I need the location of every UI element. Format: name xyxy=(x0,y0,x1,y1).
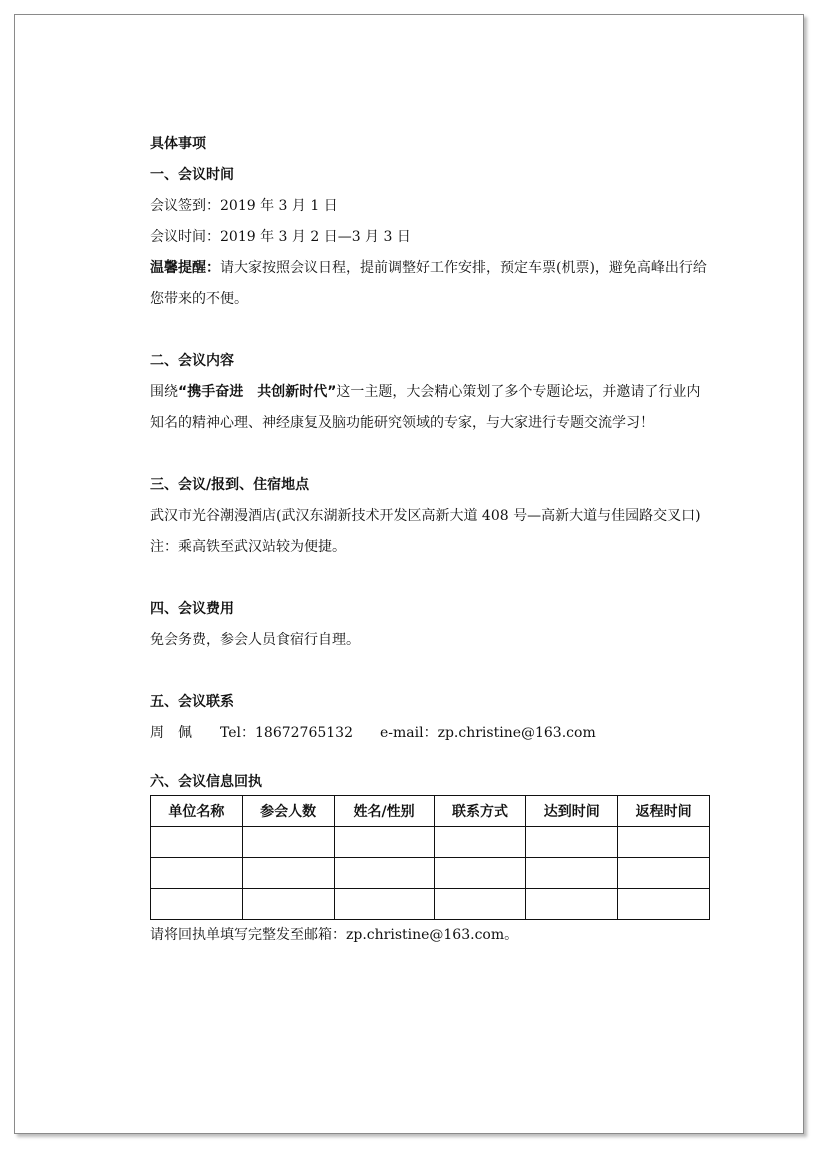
document-page xyxy=(14,14,804,1134)
table-cell[interactable] xyxy=(526,858,618,889)
table-row xyxy=(151,858,710,889)
column-header-attendees: 参会人数 xyxy=(242,796,334,827)
document-content xyxy=(150,129,710,951)
venue-address: 武汉市光谷潮漫酒店(武汉东湖新技术开发区高新大道 408 号—高新大道与佳园路交叉口) xyxy=(150,508,701,524)
table-cell[interactable] xyxy=(618,889,710,920)
table-row xyxy=(151,827,710,858)
reminder-text: 请大家按照会议日程，提前调整好工作安排，预定车票(机票)，避免高峰出行给您带来的不便。 xyxy=(150,260,707,307)
contact-phone: Tel：18672765132 xyxy=(220,725,353,741)
table-row xyxy=(151,889,710,920)
column-header-unit: 单位名称 xyxy=(151,796,243,827)
receipt-footer-note: 请将回执单填写完整发至邮箱：zp.christine@163.com。 xyxy=(150,927,519,943)
section-time-heading: 一、会议时间 xyxy=(150,167,234,183)
column-header-arrival: 达到时间 xyxy=(526,796,618,827)
table-cell[interactable] xyxy=(151,827,243,858)
venue-note: 注：乘高铁至武汉站较为便捷。 xyxy=(150,539,346,555)
reminder-label: 温馨提醒： xyxy=(150,260,220,276)
document-title: 具体事项 xyxy=(150,136,206,152)
content-prefix: 围绕 xyxy=(150,384,178,400)
table-cell[interactable] xyxy=(242,889,334,920)
receipt-table xyxy=(150,795,710,920)
content-paragraph xyxy=(150,377,710,439)
column-header-contact: 联系方式 xyxy=(434,796,526,827)
table-cell[interactable] xyxy=(334,889,434,920)
column-header-return: 返程时间 xyxy=(618,796,710,827)
table-cell[interactable] xyxy=(151,889,243,920)
section-venue-heading: 三、会议/报到、住宿地点 xyxy=(150,477,310,493)
meeting-dates: 会议时间：2019 年 3 月 2 日—3 月 3 日 xyxy=(150,229,411,245)
section-content-heading: 二、会议内容 xyxy=(150,353,234,369)
contact-line xyxy=(150,718,710,749)
table-cell[interactable] xyxy=(434,889,526,920)
table-cell[interactable] xyxy=(434,858,526,889)
fee-text: 免会务费，参会人员食宿行自理。 xyxy=(150,632,360,648)
reminder-paragraph xyxy=(150,253,710,315)
signin-date: 会议签到：2019 年 3 月 1 日 xyxy=(150,198,338,214)
table-cell[interactable] xyxy=(242,827,334,858)
conference-theme: “携手奋进 共创新时代” xyxy=(178,384,337,400)
table-cell[interactable] xyxy=(334,858,434,889)
table-cell[interactable] xyxy=(526,889,618,920)
table-cell[interactable] xyxy=(334,827,434,858)
table-cell[interactable] xyxy=(618,827,710,858)
contact-email: e-mail：zp.christine@163.com xyxy=(380,725,596,741)
contact-name: 周 佩 xyxy=(150,725,192,741)
section-receipt-heading: 六、会议信息回执 xyxy=(150,774,262,790)
column-header-name-gender: 姓名/性别 xyxy=(334,796,434,827)
table-cell[interactable] xyxy=(434,827,526,858)
table-cell[interactable] xyxy=(151,858,243,889)
section-contact-heading: 五、会议联系 xyxy=(150,694,234,710)
section-fee-heading: 四、会议费用 xyxy=(150,601,234,617)
receipt-header-row xyxy=(151,796,710,827)
table-cell[interactable] xyxy=(618,858,710,889)
table-cell[interactable] xyxy=(526,827,618,858)
table-cell[interactable] xyxy=(242,858,334,889)
content-text: 这一主题，大会精心策划了多个专题论坛，并邀请了行业内知名的精神心理、神经康复及脑功能研究领域的专家，与大家进行专题交流学习！ xyxy=(150,384,701,431)
